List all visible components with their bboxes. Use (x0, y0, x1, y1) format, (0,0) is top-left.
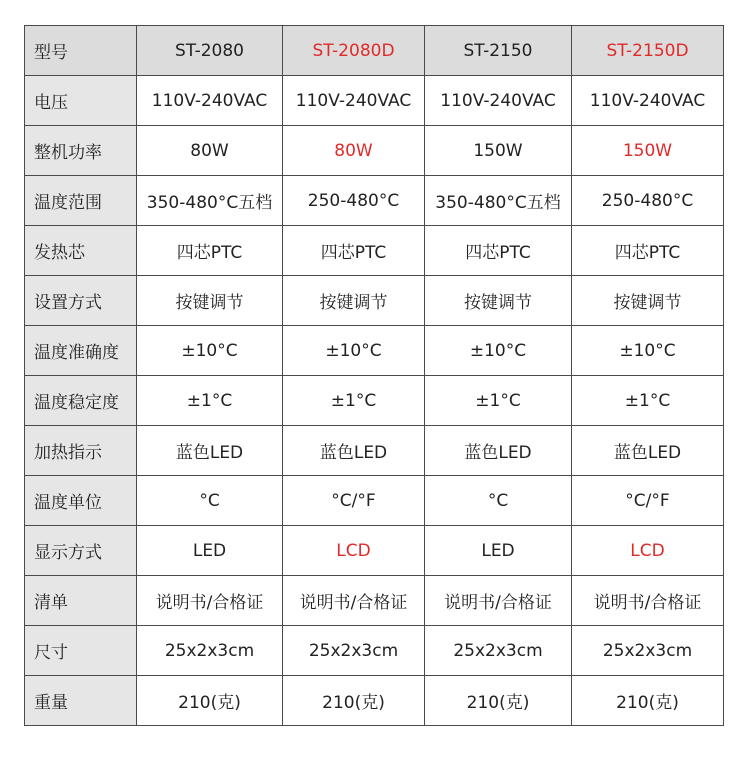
table-body (25, 76, 724, 726)
table-row (25, 476, 724, 526)
table-row (25, 626, 724, 676)
table-cell: 150W (572, 126, 724, 176)
row-label: 设置方式 (25, 276, 137, 326)
table-cell: 25x2x3cm (572, 626, 724, 676)
table-cell: ±1°C (283, 376, 425, 426)
row-label: 清单 (25, 576, 137, 626)
table-row (25, 276, 724, 326)
table-cell: 250-480°C (283, 176, 425, 226)
table-cell: 按键调节 (572, 276, 724, 326)
table-cell: 210(克) (283, 676, 425, 726)
table-cell: ±10°C (572, 326, 724, 376)
table-cell: ±10°C (425, 326, 572, 376)
table-cell: 110V-240VAC (283, 76, 425, 126)
table-cell: °C/°F (283, 476, 425, 526)
table-header-row (25, 26, 724, 76)
header-st-2150: ST-2150 (425, 26, 572, 76)
table-row (25, 376, 724, 426)
table-cell: 210(克) (572, 676, 724, 726)
header-model-label: 型号 (25, 26, 137, 76)
table-cell: ±10°C (283, 326, 425, 376)
table-cell: 25x2x3cm (283, 626, 425, 676)
table-row (25, 526, 724, 576)
table-cell: 四芯PTC (283, 226, 425, 276)
table-cell: 蓝色LED (572, 426, 724, 476)
table-cell: 250-480°C (572, 176, 724, 226)
table-cell: 蓝色LED (283, 426, 425, 476)
table-cell: 25x2x3cm (425, 626, 572, 676)
table-cell: °C (425, 476, 572, 526)
table-cell: 110V-240VAC (137, 76, 283, 126)
table-cell: 四芯PTC (137, 226, 283, 276)
row-label: 电压 (25, 76, 137, 126)
header-st-2080d: ST-2080D (283, 26, 425, 76)
table-cell: 按键调节 (425, 276, 572, 326)
table-cell: 蓝色LED (137, 426, 283, 476)
row-label: 重量 (25, 676, 137, 726)
table-cell: 四芯PTC (572, 226, 724, 276)
table-cell: 80W (137, 126, 283, 176)
table-row (25, 126, 724, 176)
table-cell: 110V-240VAC (572, 76, 724, 126)
table-cell: ±1°C (137, 376, 283, 426)
table-row (25, 76, 724, 126)
table-cell: ±1°C (425, 376, 572, 426)
table-cell: 210(克) (137, 676, 283, 726)
table-cell: 说明书/合格证 (283, 576, 425, 626)
row-label: 加热指示 (25, 426, 137, 476)
table-cell: °C/°F (572, 476, 724, 526)
table-cell: 说明书/合格证 (137, 576, 283, 626)
table-cell: 350-480°C五档 (425, 176, 572, 226)
header-st-2080: ST-2080 (137, 26, 283, 76)
table-cell: 350-480°C五档 (137, 176, 283, 226)
table-cell: 按键调节 (283, 276, 425, 326)
row-label: 温度准确度 (25, 326, 137, 376)
row-label: 发热芯 (25, 226, 137, 276)
table-row (25, 226, 724, 276)
row-label: 整机功率 (25, 126, 137, 176)
table-row (25, 676, 724, 726)
table-row (25, 176, 724, 226)
row-label: 温度单位 (25, 476, 137, 526)
table-cell: LCD (283, 526, 425, 576)
table-row (25, 426, 724, 476)
table-cell: 25x2x3cm (137, 626, 283, 676)
header-st-2150d: ST-2150D (572, 26, 724, 76)
table-row (25, 576, 724, 626)
table-cell: 110V-240VAC (425, 76, 572, 126)
table-row (25, 326, 724, 376)
table-cell: 210(克) (425, 676, 572, 726)
row-label: 尺寸 (25, 626, 137, 676)
table-cell: °C (137, 476, 283, 526)
row-label: 显示方式 (25, 526, 137, 576)
table-cell: 说明书/合格证 (425, 576, 572, 626)
table-cell: 四芯PTC (425, 226, 572, 276)
table-cell: 说明书/合格证 (572, 576, 724, 626)
table-cell: ±1°C (572, 376, 724, 426)
table-cell: LCD (572, 526, 724, 576)
table-cell: ±10°C (137, 326, 283, 376)
row-label: 温度范围 (25, 176, 137, 226)
table-cell: 150W (425, 126, 572, 176)
spec-table (24, 25, 724, 726)
table-cell: 蓝色LED (425, 426, 572, 476)
row-label: 温度稳定度 (25, 376, 137, 426)
table-cell: 按键调节 (137, 276, 283, 326)
table-cell: LED (137, 526, 283, 576)
table-cell: 80W (283, 126, 425, 176)
table-cell: LED (425, 526, 572, 576)
